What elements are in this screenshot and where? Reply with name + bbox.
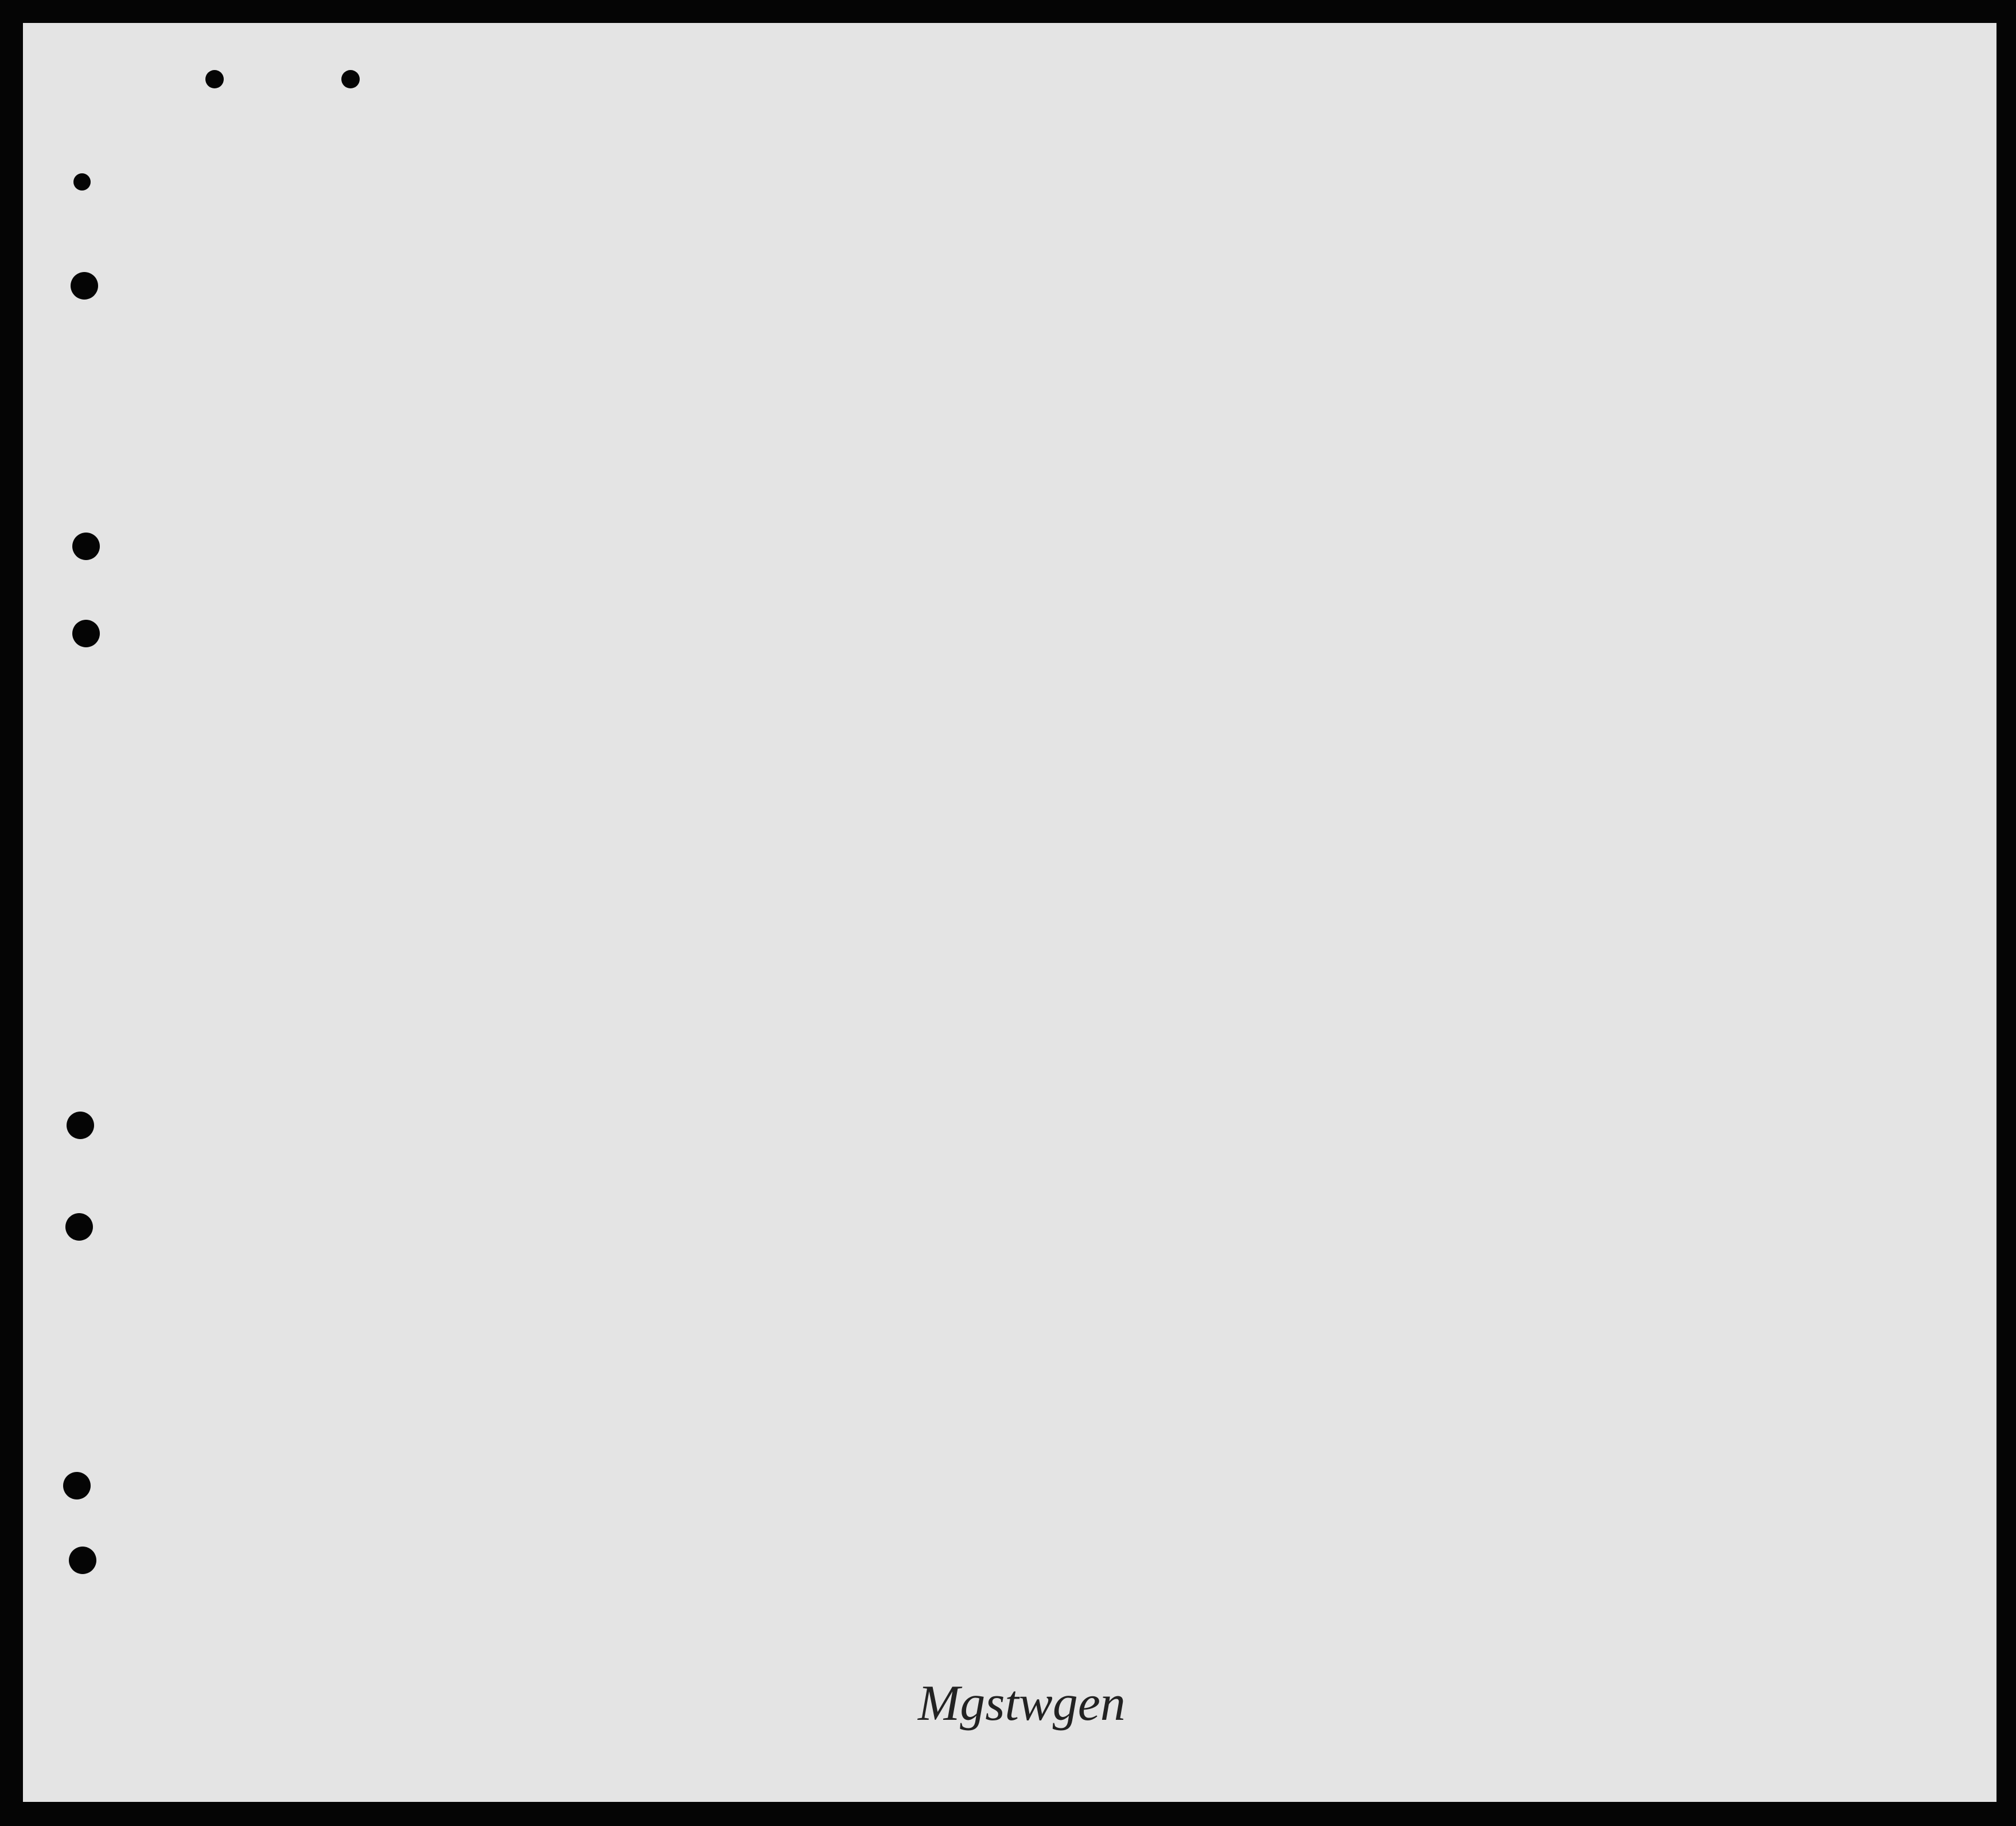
table-grid bbox=[23, 23, 1996, 1802]
inspector-signature: Mgstwgen bbox=[918, 1676, 1126, 1731]
manifest-sheet bbox=[23, 23, 1996, 1802]
